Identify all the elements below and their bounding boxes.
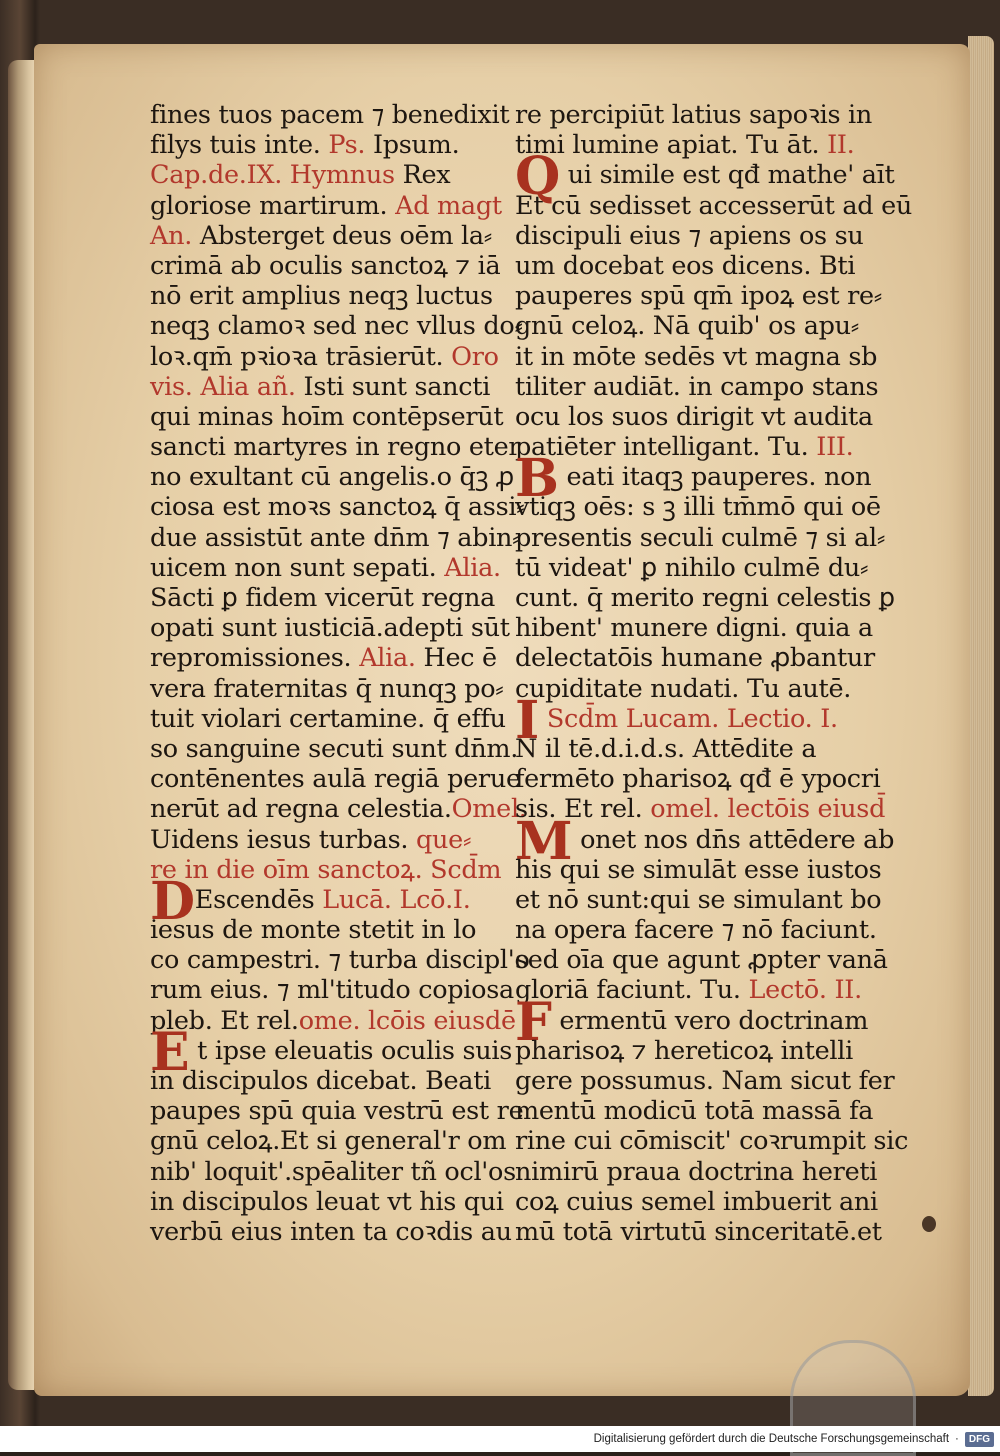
text-segment: his qui se simulāt esse iustos [515, 854, 882, 885]
text-line [515, 613, 873, 644]
text-segment: cupiditate nudati. Tu autē. [515, 673, 852, 704]
text-segment: hibent' munere digni. quia a [515, 613, 873, 644]
text-line [150, 764, 521, 795]
rubric-text: Lucā. Lcō.I. [322, 884, 471, 915]
text-line [515, 945, 888, 976]
text-segment: sancti martyres in regno eter [150, 432, 521, 463]
rubric-text: Scd̄m Lucam. Lectio. I. [539, 703, 838, 734]
binding-edge [8, 60, 34, 1390]
text-segment: sed oīa que agunt ꝓpter vanā [515, 945, 888, 976]
text-segment: mentū modicū totā massā fa [515, 1096, 874, 1127]
text-segment: no exultant cū angelis.o q̄ꝫ ꝓ [150, 462, 514, 493]
text-line [150, 825, 495, 855]
text-segment: gloriā faciunt. Tu. [515, 975, 749, 1006]
rubric-text: ome. lcōis eiusdē [298, 1005, 516, 1036]
rubric-text: re in die oīm sanctoꝝ. Scd̄m [150, 854, 502, 885]
rubric-text: II. [827, 130, 855, 161]
rubric-text: Lectō. II. [748, 975, 862, 1006]
text-segment: nō erit amplius neqꝫ luctus [150, 281, 493, 312]
text-segment: Sācti ꝑ fidem vicerūt regna [150, 583, 496, 613]
text-segment: ocu los suos dirigit vt audita [515, 401, 873, 432]
decorated-initial: Q [515, 146, 560, 208]
text-line [515, 552, 869, 583]
text-segment: presentis seculi culmē ⁊ si al⸗ [515, 522, 886, 553]
text-segment: pauperes spū qm̄ ipoꝝ est re⸗ [515, 281, 882, 312]
text-segment: ermentū vero doctrinam [551, 1005, 869, 1036]
text-segment: Rex [394, 160, 451, 191]
text-segment: fermēto pharisoꝝ qđ ē ypocri [515, 764, 881, 795]
dfg-logo: DFG [965, 1432, 994, 1447]
rubric-text: que⸗ [416, 824, 472, 855]
rubric-text: Oro [451, 341, 499, 372]
text-segment: Ipsum. [365, 130, 460, 161]
rubric-text: vis. Alia añ. [150, 371, 296, 402]
text-line [150, 160, 495, 190]
text-line [150, 583, 495, 613]
rubric-text: Omel. [451, 794, 527, 825]
text-segment: so sanguine secuti sunt dn̄m. [150, 733, 519, 764]
text-segment: Absterget deus oēm la⸗ [192, 220, 492, 251]
text-line [150, 643, 495, 673]
text-line [150, 372, 495, 402]
text-line [150, 311, 523, 342]
text-segment: in discipulos dicebat. Beati [150, 1066, 492, 1096]
text-line [515, 522, 886, 553]
text-line [150, 673, 504, 704]
text-segment: pharisoꝝ ⁊ hereticoꝝ intelli [515, 1035, 853, 1066]
text-segment: vtiqꝫ oēs: s ꝫ illi tm̄mō qui oē [515, 492, 881, 523]
text-line [515, 251, 860, 281]
text-segment: ciosa est moꝛs sanctoꝝ q̄ assi⸗ [150, 492, 525, 523]
decorated-initial: F [515, 991, 552, 1053]
text-segment: qui minas hoīm contēpserūt [150, 401, 504, 432]
text-line [150, 190, 502, 221]
text-segment: sis. Et rel. [515, 794, 651, 825]
text-line [150, 281, 495, 311]
decorated-initial: E [150, 1021, 190, 1083]
text-line [150, 552, 501, 583]
text-segment: co campestri. ⁊ turba discipl'o [150, 945, 530, 976]
decorated-initial: D [150, 870, 195, 932]
text-line [515, 643, 875, 674]
text-line [515, 432, 860, 462]
text-segment: verbū eius inten ta coꝛdis au [150, 1216, 512, 1247]
decorated-initial: I [515, 689, 540, 751]
decorated-initial: B [515, 448, 559, 510]
text-segment: cunt. q̄ merito regni celestis ꝑ [515, 583, 895, 613]
footer-separator: · [955, 1433, 959, 1445]
rubric-text: Cap.de.IX. Hymnus [150, 160, 395, 191]
text-segment: Hec ē [415, 643, 497, 674]
text-segment: gere possumus. Nam sicut fer [515, 1066, 895, 1096]
text-line [150, 401, 504, 432]
text-segment: tiliter audiāt. in campo stans [515, 371, 879, 402]
text-line [150, 250, 501, 281]
text-line [150, 492, 525, 523]
text-line [150, 1156, 516, 1187]
text-segment: filys tuis inte. [150, 130, 329, 161]
decorated-initial: M [515, 810, 573, 872]
text-line [515, 371, 879, 402]
text-line [150, 945, 530, 976]
text-line [515, 734, 860, 764]
text-segment: re percipiūt latius sapoꝛis in [515, 100, 873, 130]
text-line [150, 915, 495, 945]
text-segment: Uidens iesus turbas. [150, 824, 417, 855]
rubric-text: Alia. [359, 643, 416, 674]
text-line [515, 975, 860, 1005]
text-line [515, 1126, 909, 1157]
text-segment: timi lumine apiat. Tu āt. [515, 130, 828, 161]
text-line [515, 915, 877, 946]
text-line [515, 100, 873, 130]
rubric-text: Alia. [444, 552, 501, 583]
text-segment: delectatōis humane ꝓbantur [515, 643, 875, 674]
text-segment: crimā ab oculis sanctoꝝ ⁊ iā [150, 250, 501, 281]
text-segment: it in mōte sedēs vt magna sb [515, 341, 878, 372]
text-line [515, 190, 912, 221]
text-line [150, 462, 514, 493]
left-text-column [150, 100, 530, 1247]
text-line [515, 583, 895, 613]
text-line [150, 1216, 512, 1247]
text-segment: gnū celoꝝ. Nā quib' os apu⸗ [515, 311, 859, 342]
text-line [515, 854, 882, 885]
text-line [515, 401, 873, 432]
text-segment: iesus de monte stetit in lo [150, 915, 477, 946]
text-line [150, 733, 519, 764]
text-line [515, 1216, 882, 1247]
text-segment: vera fraternitas q̄ nunqꝫ po⸗ [150, 673, 504, 704]
text-line [515, 220, 864, 251]
text-segment: nerūt ad regna celestia. [150, 794, 452, 825]
text-line [150, 613, 510, 644]
text-line [515, 281, 882, 312]
text-line [515, 1186, 878, 1217]
rubric-text: III. [816, 432, 854, 463]
text-line [515, 311, 860, 341]
rubric-text: Ad magt [395, 190, 502, 221]
text-segment: Escendēs [194, 884, 323, 915]
text-segment: uicem non sunt sepati. [150, 552, 445, 583]
text-segment: na opera facere ⁊ nō faciunt. [515, 915, 877, 946]
rubric-text: An. [150, 220, 193, 251]
text-segment: opati sunt iusticiā.adepti sūt [150, 613, 510, 644]
text-line [150, 432, 521, 463]
text-line [515, 492, 881, 523]
text-line [515, 130, 860, 160]
text-segment: contēnentes aulā regiā perue [150, 764, 521, 795]
page-edges [968, 36, 994, 1396]
text-segment: repromissiones. [150, 643, 360, 674]
text-line [150, 130, 495, 160]
text-segment: et nō sunt:qui se simulant bo [515, 884, 882, 915]
text-line [150, 1005, 516, 1036]
text-segment: eati itaqꝫ pauperes. non [558, 462, 872, 493]
text-segment: nib' loquit'.spēaliter tñ ocl'os [150, 1156, 516, 1187]
ink-stain [922, 1216, 936, 1232]
text-segment: N il tē.d.i.d.s. Attēdite a [515, 733, 817, 764]
text-segment: discipuli eius ⁊ apiens os su [515, 220, 864, 251]
text-segment: coꝝ cuius semel imbuerit ani [515, 1186, 878, 1217]
text-segment: t ipse eleuatis oculis suis [189, 1035, 513, 1066]
text-segment: fines tuos pacem ⁊ benedixit [150, 100, 510, 130]
text-line [515, 1096, 874, 1127]
text-line [150, 703, 506, 734]
text-segment: rum eius. ⁊ ml'titudo copiosa [150, 975, 514, 1006]
text-segment: um docebat eos dicens. Bti [515, 250, 856, 281]
footer-funding-text: Digitalisierung gefördert durch die Deutsche Forschungsgemeinschaft [593, 1433, 950, 1445]
text-segment: paupes spū quia vestrū est re [150, 1096, 524, 1127]
text-segment: nimirū praua doctrina hereti [515, 1156, 878, 1187]
text-line [150, 1066, 495, 1096]
text-line [150, 1186, 504, 1217]
text-line [515, 884, 882, 915]
rubric-text: omel. lectōis eiusd̄ [650, 794, 886, 825]
text-segment: mū totā virtutū sinceritatē.et [515, 1216, 882, 1247]
text-line [150, 341, 499, 372]
text-line [150, 854, 502, 885]
text-line [515, 1156, 878, 1187]
text-line [515, 1066, 895, 1096]
text-line [515, 764, 881, 795]
text-segment: tuit violari certamine. q̄ effu [150, 703, 506, 734]
text-segment: gnū celoꝝ.Et si general'r om [150, 1126, 507, 1157]
text-segment: gloriose martirum. [150, 190, 396, 221]
text-segment: pleb. Et rel. [150, 1005, 299, 1036]
text-segment: tū videat' ꝑ nihilo culmē du⸗ [515, 552, 869, 583]
text-line [150, 794, 527, 825]
text-segment: ui simile est qđ mathe' aīt [560, 160, 895, 191]
text-segment: rine cui cōmiscit' coꝛrumpit sic [515, 1126, 909, 1157]
text-line [515, 1036, 860, 1066]
text-line [515, 674, 860, 704]
text-segment: Isti sunt sancti [295, 371, 491, 402]
text-line [515, 341, 878, 372]
text-line [150, 100, 510, 130]
text-segment: onet nos dn̄s attēdere ab [572, 824, 895, 855]
text-segment: Et cū sedisset accesserūt ad eū [515, 190, 912, 221]
text-line [150, 975, 514, 1006]
rubric-text: Ps. [328, 130, 366, 161]
text-segment: neqꝫ clamoꝛ sed nec vllus do⸗ [150, 311, 523, 342]
text-segment: loꝛ.qm̄ pꝛioꝛa trāsierūt. [150, 341, 452, 372]
text-line [150, 522, 521, 553]
text-segment: in discipulos leuat vt his qui [150, 1186, 504, 1217]
footer-bar [0, 1426, 1000, 1452]
text-line [150, 1096, 524, 1127]
right-text-column [515, 100, 912, 1247]
text-line [150, 221, 495, 251]
text-line [150, 1126, 507, 1157]
text-segment: due assistūt ante dn̄m ⁊ abin⸗ [150, 522, 521, 553]
text-segment: patiēter intelligant. Tu. [515, 432, 817, 463]
